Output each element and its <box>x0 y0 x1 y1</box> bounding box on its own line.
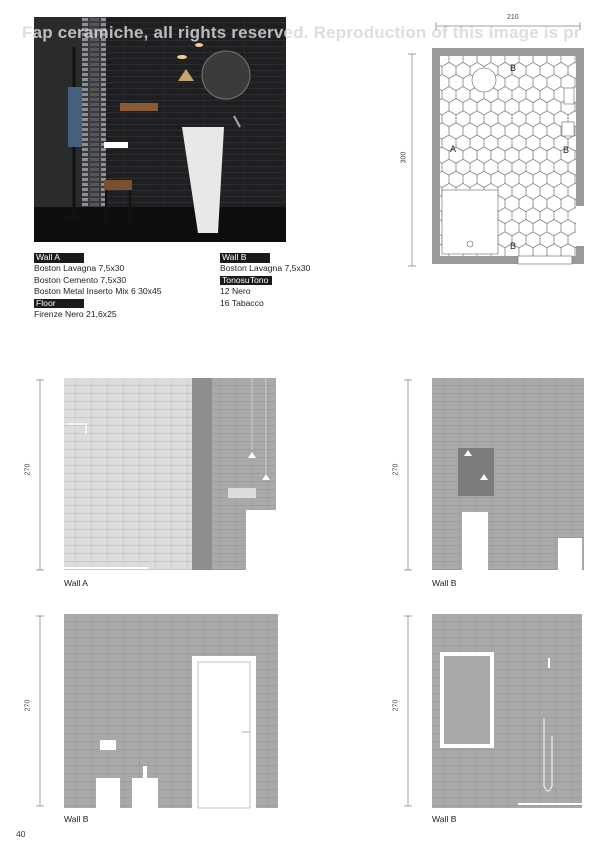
wall-a-caption: Wall A <box>64 578 89 588</box>
wall-a-item: Boston Cemento 7,5x30 <box>34 274 127 285</box>
wall-b-item: Boston Lavagna 7,5x30 <box>220 263 311 274</box>
tonosutono-item: 12 Nero <box>220 286 251 297</box>
plan-width-label: 210 <box>507 14 519 21</box>
wall-a-height-label: 270 <box>24 463 32 476</box>
wall-a-label: Wall A <box>34 253 84 263</box>
elevation-wall-b-1 <box>392 370 591 595</box>
wall-b-3-caption: Wall B <box>432 814 457 824</box>
wall-b-1-height-label: 270 <box>392 463 400 476</box>
wall-a-item: Boston Lavagna 7,5x30 <box>34 263 125 274</box>
plan-height-label: 300 <box>400 151 408 164</box>
wall-b-marker-top: B <box>510 63 517 73</box>
wall-a-specs <box>34 252 162 320</box>
floor-item: Firenze Nero 21,6x25 <box>34 309 117 320</box>
wall-a-item: Boston Metal Inserto Mix 6 30x45 <box>34 286 162 297</box>
watermark-text: Fap ceramiche, all rights reserved. Reproduction of this image is pr <box>22 23 581 42</box>
wall-b-marker-right: B <box>563 145 570 155</box>
wall-b-specs <box>220 252 310 309</box>
elevation-wall-b-3 <box>392 606 591 828</box>
wall-b-marker-bottom: B <box>510 241 517 251</box>
wall-b-2-caption: Wall B <box>64 814 89 824</box>
page-number: 40 <box>16 829 26 839</box>
floor-plan <box>400 14 595 274</box>
wall-b-2-height-label: 270 <box>24 699 32 712</box>
wall-a-marker: A <box>450 144 457 154</box>
wall-b-1-caption: Wall B <box>432 578 457 588</box>
floor-label: Floor <box>34 299 84 309</box>
elevation-wall-b-2 <box>24 606 288 828</box>
bathroom-photo <box>34 17 286 242</box>
wall-b-3-height-label: 270 <box>392 699 400 712</box>
wall-b-label: Wall B <box>220 253 270 263</box>
tonosutono-item: 16 Tabacco <box>220 297 264 308</box>
tonosutono-label: TonosuTono <box>220 276 272 286</box>
elevation-wall-a <box>24 370 288 595</box>
